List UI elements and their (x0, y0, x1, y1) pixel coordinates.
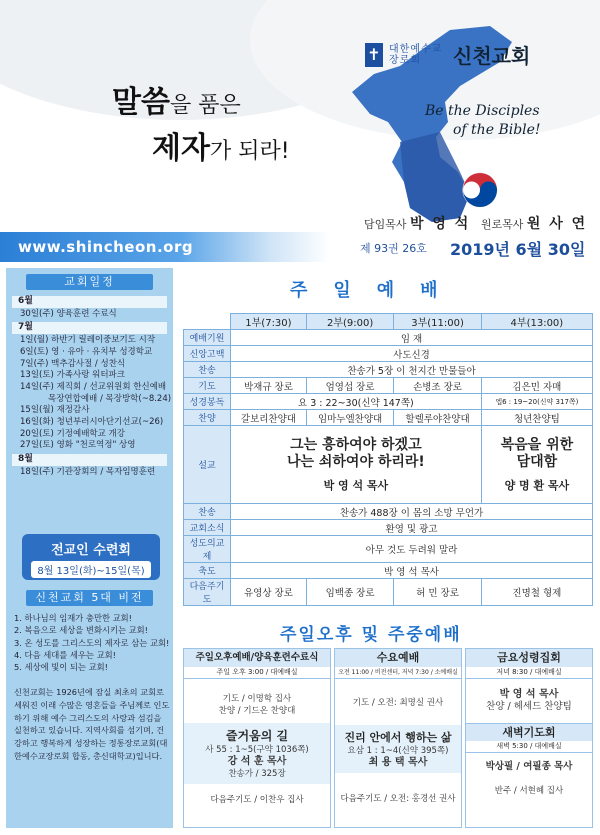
service-1: 1부(7:30) (231, 314, 307, 330)
schedule-title: 교회일정 (26, 274, 153, 290)
retreat-notice: 전교인 수련회 8월 13일(화)~15일(목) (22, 534, 160, 580)
vision-title: 신천교회 5대 비전 (26, 590, 153, 606)
church-logo (365, 40, 530, 69)
pastor-names: 담임목사 박 영 석 원로목사 원 사 연 (364, 216, 588, 232)
service-2: 2부(9:00) (306, 314, 393, 330)
worship-title: 주일예배 (290, 280, 464, 301)
vision-list: 1. 하나님의 임재가 충만한 교회! 2. 복음으로 세상을 변화시키는 교회! 3. 온 성도를 그리스도의 제자로 삼는 교회! 4. 다음 세대를 세우는 교회! 5. 세상에 빛이 되는 교회! (14, 613, 170, 673)
english-motto: Be the Disciples of the Bible! (425, 103, 541, 138)
website-link[interactable]: www.shincheon.org (18, 238, 194, 256)
cross-icon: ✝ (365, 43, 383, 67)
church-intro: 신천교회는 1926년에 잠실 최초의 교회로 세워진 이래 수많은 영혼들을 주님께로 인도하기 위해 예수 그리스도의 사랑과 섬김을 실천하고 있습니다. 지역사회를 섬기며, 건강하고 행복하게 성장하는 정통장로교회(대한예수교장로회 합동, 총신대학교)입니다. (14, 687, 170, 761)
sermon-fourth: 복음을 위한 담대함 양 명 환 목사 (481, 426, 592, 504)
denomination-name: 대한예수교 장로회 (389, 43, 443, 66)
sermon-main: 그는 흥하여야 하겠고 나는 쇠하여야 하리라! 박 영 석 목사 (231, 426, 482, 504)
issue-number: 제 93권 26호 (360, 242, 427, 255)
wednesday-service-box: 수요예배 오전 11:00 / 비전센터, 저녁 7:30 / 소예배실 기도 / 오전: 최명실 권사 진리 안에서 행하는 삶 요삼 1 : 1~4(신약 395쪽) 최 용 택 목사 다음주기도 / 오전: 홍경선 권사 (334, 648, 462, 828)
sunday-afternoon-box: 주일오후예배/양육훈련수료식 주일 오후 3:00 / 대예배실 기도 / 이명학 집사 찬양 / 기드온 찬양대 즐거움의 길 사 55 : 1~5(구약 1036쪽) 강 석 훈 목사 찬송가 / 325장 다음주기도 / 이찬우 집사 (183, 648, 331, 828)
slogan-line-2: 제자가 되라! (152, 131, 290, 166)
service-3: 3부(11:00) (394, 314, 481, 330)
sidebar (6, 268, 173, 828)
worship-table: 1부(7:30) 2부(9:00) 3부(11:00) 4부(13:00) 예배기원 임 재 신앙고백 사도신경 찬송 찬송가 5장 이 천지간 만물들아 기도 박재규 장로 엄영섭 장로 손병조 장로 김은민 자매 성경봉독 요 3 : 22~30(신약 147쪽) 엡6 : 19~20(신약 317쪽) 찬양 갈보리찬양대 임마누엘찬양대 할렐루야찬양대 청년찬양팀 설교 그는 흥하여야 하겠고 나는 쇠하여야 하리라! 박 영 석 목사 복음을 위한 담대함 양 명 환 목사 찬송 찬송가 488장 이 몸의 소망 무언가 교회소식 환영 및 광고 성도의교제 아무 것도 두려워 말라 축도 박 영 석 목사 다음주기도 유영상 장로 임백종 장로 허 민 장로 진명철 형제 (183, 313, 593, 606)
schedule-list: 6월 30일(주) 양육훈련 수료식 7월 1일(월) 하반기 릴레이중보기도 시작 6일(토) 영 · 유아 · 유치부 성경학교 7일(주) 맥추감사절 / 성찬식 13일(토) 가족사랑 워터파크 14일(주) 제직회 / 선교위원회 한신예배 목장연합예배 / 목장방학(~8.24) 15일(월) 재정감사 16일(화) 청년부러시아단기선교(~26) 20일(토) 기정예배학교 개강 27일(토) 영화 "천로역정" 상영 8월 18일(주) 기관장회의 / 목자임명훈련 (20, 294, 171, 479)
service-4: 4부(13:00) (481, 314, 592, 330)
midweek-title: 주일오후 및 주중예배 (280, 625, 462, 645)
bulletin-date: 2019년 6월 30일 (450, 240, 586, 259)
friday-dawn-box: 금요성령집회 저녁 8:30 / 대예배실 박 영 석 목사 찬양 / 헤세드 찬양팀 새벽기도회 새벽 5:30 / 대예배실 박상필 / 여필종 목사 반주 / 서현혜 집사 (465, 648, 593, 828)
slogan-line-1: 말씀을 품은 (112, 85, 241, 120)
church-name: 신천교회 (453, 44, 531, 68)
